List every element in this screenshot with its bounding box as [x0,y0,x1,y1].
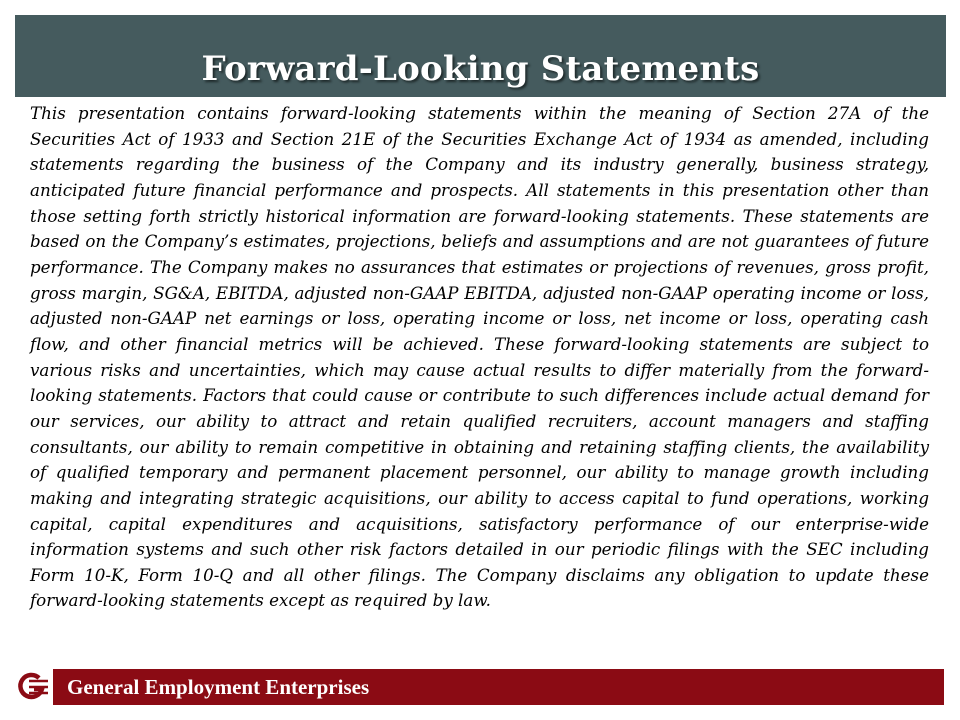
disclaimer-text: This presentation contains forward-looking statements within the meaning of Section 27A of the Securities Act of 1933 and Section 21E of the Securities Exchange Act of 1934 as amended, including statements regarding the business of the Company and its industry generally, business strategy, anticipated future financial performance and prospects. All statements in this presentation other than those setting forth strictly historical information are forward-looking statements. These statements are based on the Company’s estimates, projections, beliefs and assumptions and are not guarantees of future performance. The Company makes no assurances that estimates or projections of revenues, gross profit, gross margin, SG&A, EBITDA, adjusted non-GAAP EBITDA, adjusted non-GAAP operating income or loss, adjusted non-GAAP net earnings or loss, operating income or loss, net income or loss, operating cash flow, and other financial metrics will be achieved. These forward-looking statements are subject to various risks and uncertainties, which may cause actual results to differ materially from the forward-looking statements. Factors that could cause or contribute to such differences include actual demand for our services, our ability to attract and retain qualified recruiters, account managers and staffing consultants, our ability to remain competitive in obtaining and retaining staffing clients, the availability of qualified temporary and permanent placement personnel, our ability to manage growth including making and integrating strategic acquisitions, our ability to access capital to fund operations, working capital, capital expenditures and acquisitions, satisfactory performance of our enterprise-wide information systems and such other risk factors detailed in our periodic filings with the SEC including Form 10-K, Form 10-Q and all other filings. The Company disclaims any obligation to update these forward-looking statements except as required by law. [30,103,929,611]
slide-title: Forward-Looking Statements [201,49,760,89]
footer-bar [15,669,944,705]
title-bar [15,15,946,97]
company-name: General Employment Enterprises [67,674,370,699]
ge-logo-icon [15,669,53,705]
